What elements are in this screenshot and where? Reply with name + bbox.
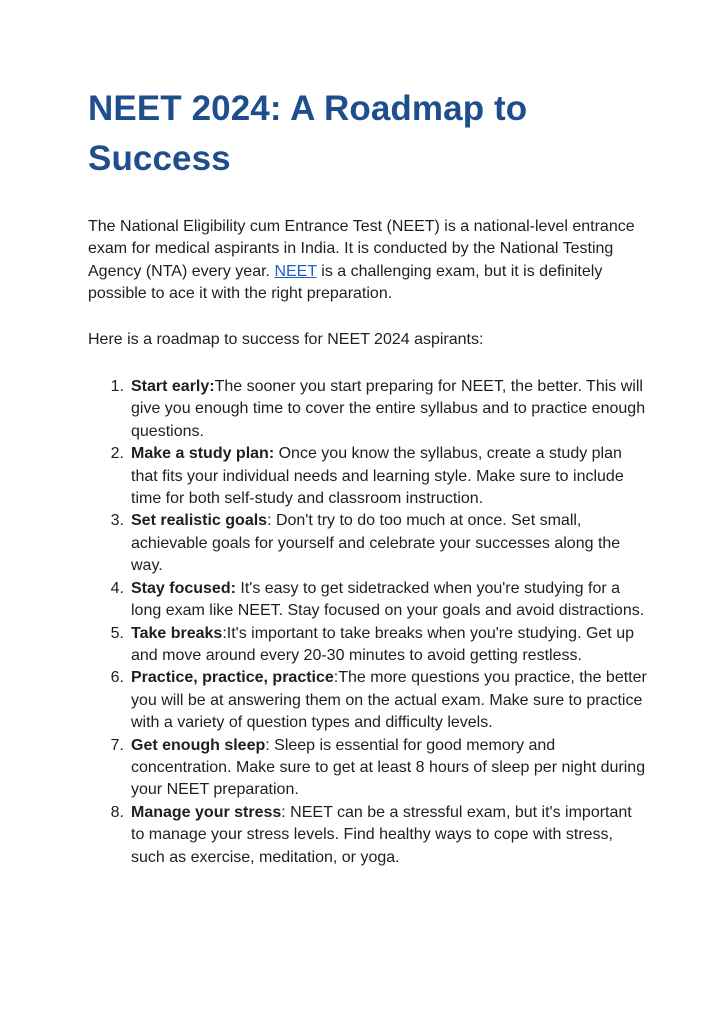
list-item-term: Set realistic goals bbox=[131, 512, 268, 530]
list-item-number: 8. bbox=[110, 803, 124, 821]
list-item bbox=[88, 443, 648, 510]
list-item bbox=[88, 578, 648, 623]
list-item-number: 4. bbox=[110, 579, 124, 597]
list-item-text: Once you know the syllabus, create a study plan that fits your individual needs and learning style. Make sure to include time for both self-study and classroom instruction. bbox=[131, 445, 624, 508]
list-item bbox=[88, 735, 648, 802]
list-item-text: :It's important to take breaks when you're studying. Get up and move around every 20-30 minutes to avoid getting restless. bbox=[131, 624, 634, 664]
list-item-number: 7. bbox=[110, 736, 124, 754]
page-title: NEET 2024: A Roadmap to Success bbox=[88, 89, 528, 178]
roadmap-list bbox=[88, 376, 648, 869]
list-item-text: : Don't try to do too much at once. Set small, achievable goals for yourself and celebrate your successes along the way. bbox=[131, 512, 621, 575]
list-item-term: Take breaks bbox=[131, 624, 223, 642]
list-item-number: 2. bbox=[110, 445, 124, 463]
list-item-term: Stay focused: bbox=[131, 579, 236, 597]
list-item bbox=[88, 802, 648, 869]
list-item bbox=[88, 623, 648, 668]
list-item-number: 1. bbox=[110, 378, 124, 396]
lead-paragraph: Here is a roadmap to success for NEET 2024 aspirants: bbox=[88, 330, 484, 348]
list-item-term: Practice, practice, practice bbox=[131, 669, 334, 687]
list-item-number: 5. bbox=[110, 624, 124, 642]
list-item bbox=[88, 510, 648, 577]
list-item-text: It's easy to get sidetracked when you're studying for a long exam like NEET. Stay focused on your goals and avoid distractions. bbox=[131, 579, 645, 620]
neet-link[interactable]: NEET bbox=[274, 262, 317, 280]
intro-paragraph bbox=[88, 216, 648, 306]
list-item-term: Manage your stress bbox=[131, 803, 282, 821]
list-item-term: Make a study plan: bbox=[131, 445, 275, 463]
list-item bbox=[88, 667, 648, 734]
list-item-term: Get enough sleep bbox=[131, 736, 266, 754]
list-item-text: :The more questions you practice, the better you will be at answering them on the actual exam. Make sure to practice with a variety of question types and difficulty levels. bbox=[131, 669, 647, 732]
list-item bbox=[88, 376, 648, 443]
list-item-term: Start early: bbox=[131, 378, 215, 396]
list-item-number: 3. bbox=[110, 512, 124, 530]
list-item-text: : NEET can be a stressful exam, but it's important to manage your stress levels. Find healthy ways to cope with stress, such as exercise, meditation, or yoga. bbox=[131, 803, 632, 866]
intro-text-after-link: is a challenging exam, but it is definitely possible to ace it with the right preparation. bbox=[88, 262, 603, 303]
list-item-number: 6. bbox=[110, 669, 124, 687]
list-item-text: : Sleep is essential for good memory and concentration. Make sure to get at least 8 hours of sleep per night during your NEET preparation. bbox=[131, 736, 646, 799]
list-item-text: The sooner you start preparing for NEET, the better. This will give you enough time to cover the entire syllabus and to practice enough questions. bbox=[131, 378, 646, 440]
intro-text-before-link: The National Eligibility cum Entrance Test (NEET) is a national-level entrance exam for medical aspirants in India. It is conducted by the National Testing Agency (NTA) every year. bbox=[88, 218, 635, 280]
document-page bbox=[88, 84, 648, 869]
